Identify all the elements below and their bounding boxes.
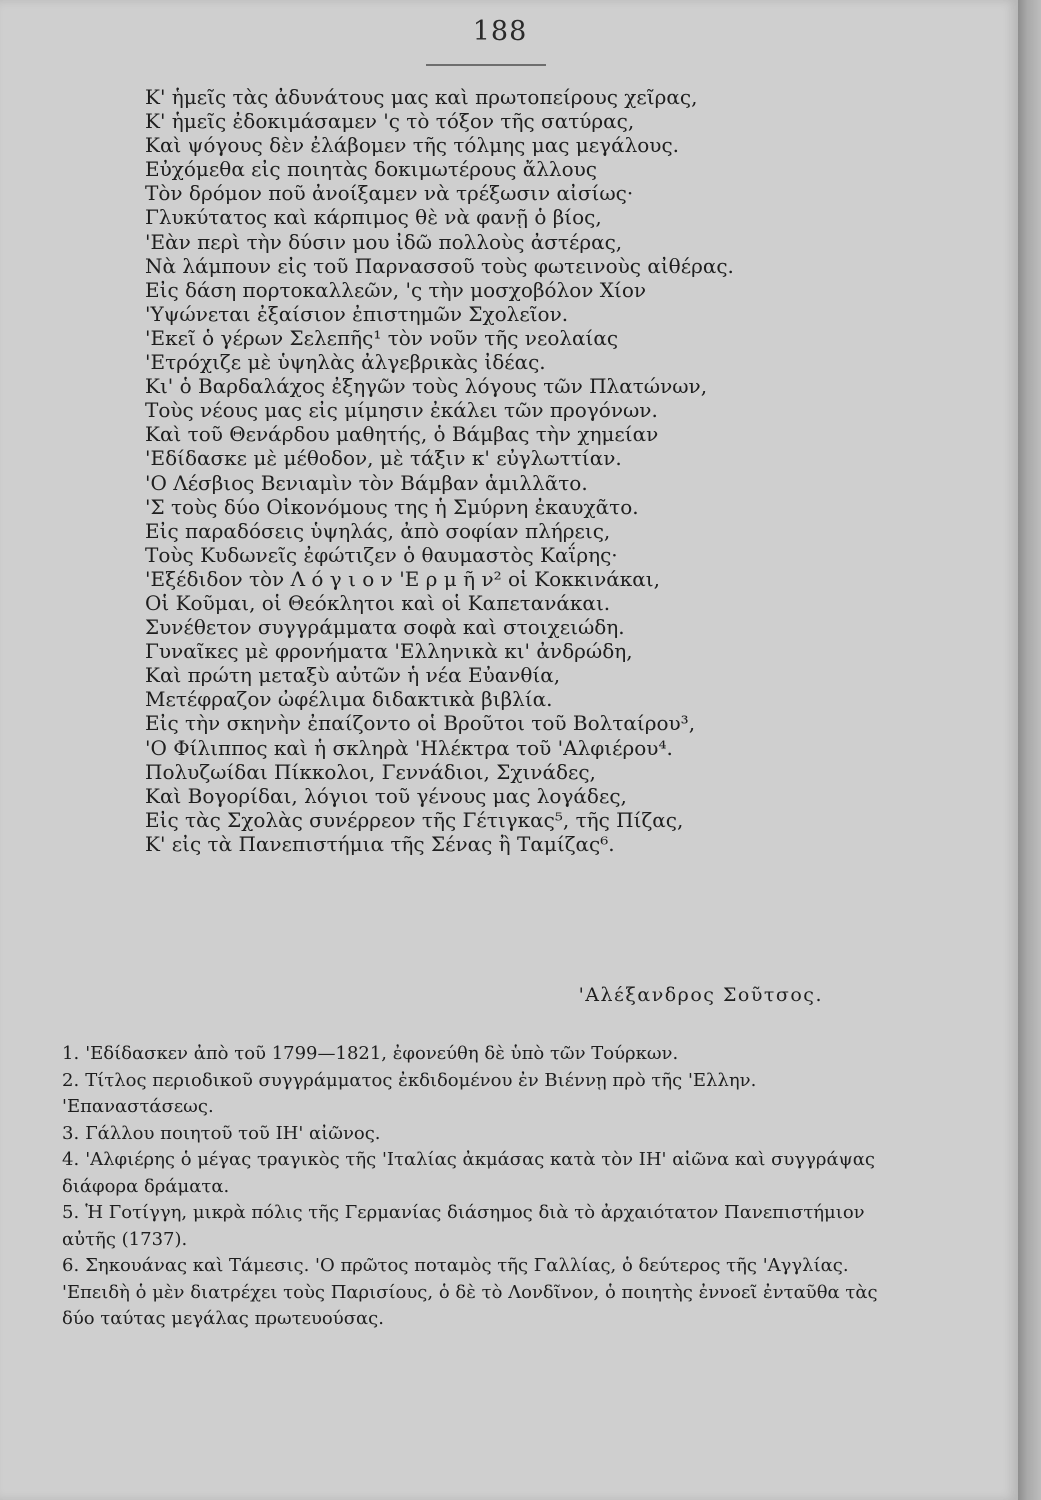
footnote — [62, 1253, 880, 1333]
poem-line: Εἰς τὰς Σχολὰς συνέρρεον τῆς Γέτιγκας⁵, τῆς Πίζας, — [145, 807, 684, 832]
footnote-text: Σηκουάνας καὶ Τάμεσις. 'Ο πρῶτος ποταμὸς τῆς Γαλλίας, ὁ δεύτερος τῆς 'Αγγλίας. 'Επειδὴ ὁ μὲν διατρέχει τοὺς Παρισίους, ὁ δὲ τὸ Λονδῖνον, ὁ ποιητὴς ἐννοεῖ ἐνταῦθα τὰς δύο ταύτας μεγάλας πρωτευούσας. — [62, 1255, 878, 1329]
footnote-text: Γάλλου ποιητοῦ τοῦ ΙΗ' αἰῶνος. — [85, 1122, 381, 1144]
poem-line: Συνέθετον συγγράμματα σοφὰ καὶ στοιχειώδη. — [145, 615, 625, 640]
poem-line: Τοὺς νέους μας εἰς μίμησιν ἐκάλει τῶν προγόνων. — [145, 398, 658, 423]
footnote-text: Ἡ Γοτίγγη, μικρὰ πόλις τῆς Γερμανίας διάσημος διὰ τὸ ἀρχαιότατον Πανεπιστήμιον αὐτῆς (1737). — [62, 1202, 865, 1250]
poem-line: 'Εκεῖ ὁ γέρων Σελεπῆς¹ τὸν νοῦν τῆς νεολαίας — [145, 325, 619, 350]
footnote-number: 6. — [62, 1255, 80, 1276]
poem-line: Οἱ Κοῦμαι, οἱ Θεόκλητοι καὶ οἱ Καπετανάκαι. — [145, 590, 611, 615]
poem-line: Γυναῖκες μὲ φρονήματα 'Ελληνικὰ κι' ἀνδρώδη, — [145, 639, 633, 664]
poem-line: Μετέφραζον ὠφέλιμα διδακτικὰ βιβλία. — [145, 687, 553, 712]
poem-line: Εὐχόμεθα εἰς ποιητὰς δοκιμωτέρους ἄλλους — [145, 157, 598, 182]
poem-line: Εἰς τὴν σκηνὴν ἐπαίζοντο οἱ Βροῦτοι τοῦ Βολταίρου³, — [145, 711, 696, 736]
poem-line: 'Εδίδασκε μὲ μέθοδον, μὲ τάξιν κ' εὐγλωττίαν. — [145, 446, 622, 471]
poem-line: Καὶ ψόγους δὲν ἐλάβομεν τῆς τόλμης μας μεγάλους. — [145, 133, 680, 158]
page-edge-shadow — [1018, 0, 1041, 1500]
page-number: 188 — [472, 16, 528, 47]
footnote-text: 'Αλφιέρης ὁ μέγας τραγικὸς τῆς 'Ιταλίας ἀκμάσας κατὰ τὸν ΙΗ' αἰῶνα καὶ συγγράψας διάφορα δράματα. — [62, 1149, 875, 1197]
poem-line: Γλυκύτατος καὶ κάρπιμος θὲ νὰ φανῇ ὁ βίος, — [145, 205, 602, 230]
poem-line: Κ' εἰς τὰ Πανεπιστήμια τῆς Σένας ἢ Ταμίζας⁶. — [145, 831, 615, 856]
poem-line: Πολυζωίδαι Πίκκολοι, Γεννάδιοι, Σχινάδες, — [145, 759, 596, 784]
poem-line: 'Ο Φίλιππος καὶ ἡ σκληρὰ 'Ηλέκτρα τοῦ 'Αλφιέρου⁴. — [145, 735, 673, 760]
poem-line: 'Ετρόχιζε μὲ ὑψηλὰς ἀλγεβρικὰς ἰδέας. — [145, 350, 546, 375]
footnote-number: 3. — [62, 1122, 80, 1144]
footnote — [62, 1147, 880, 1200]
footnote-number: 1. — [62, 1043, 80, 1064]
footnote — [62, 1121, 880, 1148]
footnote-number: 5. — [62, 1202, 80, 1223]
poem-line: Τὸν δρόμον ποῦ ἀνοίξαμεν νὰ τρέξωσιν αἰσίως· — [145, 181, 634, 206]
poem-line: 'Εξέδιδον τὸν Λ ό γ ι ο ν 'Ε ρ μ ῆ ν² οἱ Κοκκινάκαι, — [145, 566, 660, 591]
poem-line: Εἰς παραδόσεις ὑψηλάς, ἀπὸ σοφίαν πλήρεις, — [145, 518, 611, 543]
header-rule — [426, 64, 546, 66]
poem-line: Καὶ Βογορίδαι, λόγιοι τοῦ γένους μας λογάδες, — [145, 783, 627, 808]
poem-line: Κ' ἡμεῖς ἐδοκιμάσαμεν 'ς τὸ τόξον τῆς σατύρας, — [145, 109, 635, 134]
footnote — [62, 1041, 880, 1068]
poem-line: 'Υψώνεται ἐξαίσιον ἐπιστημῶν Σχολεῖον. — [145, 301, 569, 326]
poem-line: Καὶ πρώτη μεταξὺ αὐτῶν ἡ νέα Εὐανθία, — [145, 663, 561, 688]
footnote-number: 4. — [62, 1149, 80, 1170]
author-signature: 'Αλέξανδρος Σοῦτσος. — [578, 984, 823, 1006]
poem-line: Νὰ λάμπουν εἰς τοῦ Παρνασσοῦ τοὺς φωτεινοὺς αἰθέρας. — [145, 253, 734, 278]
poem-line: Τοὺς Κυδωνεῖς ἐφώτιζεν ὁ θαυμαστὸς Καΐρης· — [145, 542, 618, 567]
poem-line: Κι' ὁ Βαρδαλάχος ἐξηγῶν τοὺς λόγους τῶν Πλατώνων, — [145, 374, 708, 399]
footnote-number: 2. — [62, 1069, 80, 1091]
poem-line: 'Σ τοὺς δύο Οἰκονόμους της ἡ Σμύρνη ἐκαυχᾶτο. — [145, 494, 639, 519]
footnote-text: Τίτλος περιοδικοῦ συγγράμματος ἐκδιδομένου ἐν Βιέννῃ πρὸ τῆς 'Ελλην. 'Επαναστάσεως. — [62, 1069, 757, 1117]
poem-line: Κ' ἡμεῖς τὰς ἀδυνάτους μας καὶ πρωτοπείρους χεῖρας, — [145, 85, 698, 109]
poem-line: 'Εὰν περὶ τὴν δύσιν μου ἰδῶ πολλοὺς ἀστέρας, — [145, 229, 623, 254]
footnote — [62, 1200, 880, 1253]
poem-line: Εἰς δάση πορτοκαλλεῶν, 'ς τὴν μοσχοβόλον Χίον — [145, 277, 647, 302]
footnote — [62, 1068, 880, 1121]
poem-line: 'Ο Λέσβιος Βενιαμὶν τὸν Βάμβαν ἁμιλλᾶτο. — [145, 470, 588, 495]
poem-text — [145, 85, 905, 856]
poem-line: Καὶ τοῦ Θενάρδου μαθητής, ὁ Βάμβας τὴν χημείαν — [145, 422, 659, 447]
footnote-text: 'Εδίδασκεν ἀπὸ τοῦ 1799—1821, ἐφονεύθη δὲ ὑπὸ τῶν Τούρκων. — [85, 1043, 679, 1064]
footnotes — [62, 1041, 880, 1333]
